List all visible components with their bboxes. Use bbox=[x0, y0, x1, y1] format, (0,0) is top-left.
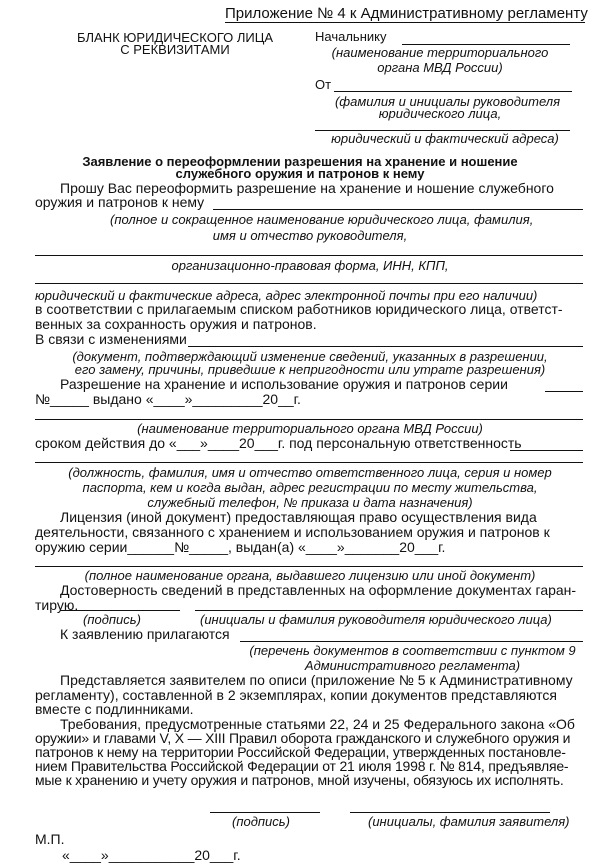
from-hint-2: юридического лица, bbox=[378, 106, 502, 121]
permit-line1: Разрешение на хранение и использование оружия и патронов серии bbox=[60, 376, 508, 392]
attach-label: К заявлению прилагаются bbox=[60, 626, 230, 642]
req-line2: оружии» и главами V, X — XIII Правил оборота гражданского и служебного оружия и bbox=[35, 730, 571, 746]
to-hint-2: органа МВД России) bbox=[377, 60, 503, 75]
permit-hint: (наименование территориального органа МВД России) bbox=[137, 421, 483, 436]
head-name-hint: (инициалы и фамилия руководителя юридического лица) bbox=[200, 612, 552, 627]
change-field-line[interactable] bbox=[188, 346, 583, 347]
title-line2: служебного оружия и патронов к нему bbox=[175, 166, 425, 181]
head-sign-hint: (подпись) bbox=[83, 612, 141, 627]
p1-line3: в соответствии с прилагаемым списком работников юридического лица, ответст- bbox=[35, 301, 563, 317]
req-line4: нием Правительства Российской Федерации от 21 июля 1998 г. № 814, предъявляе- bbox=[35, 758, 569, 774]
change-hint2: его замену, причины, приведшие к непригодности или утрате разрешения) bbox=[74, 362, 546, 377]
resp-hint2: паспорта, кем и когда выдан, адрес регистрации по месту жительства, bbox=[82, 480, 538, 495]
head-name-line[interactable] bbox=[195, 610, 583, 611]
resp-field-line[interactable] bbox=[35, 462, 583, 463]
p1-field-line-3[interactable] bbox=[35, 283, 583, 284]
to-label: Начальнику bbox=[315, 29, 387, 44]
from-hint-3: юридический и фактический адреса) bbox=[331, 131, 559, 146]
cert-line2: тирую. bbox=[35, 597, 79, 613]
validity-line: сроком действия до «___»____20___г. под персональную ответственность bbox=[35, 435, 522, 451]
p1-hint1: (полное и сокращенное наименование юридического лица, фамилия, bbox=[110, 212, 534, 227]
resp-hint1: (должность, фамилия, имя и отчество ответственного лица, серия и номер bbox=[68, 465, 552, 480]
change-hint1: (документ, подтверждающий изменение сведений, указанных в разрешении, bbox=[72, 349, 548, 364]
req-line5: мые к хранению и учету оружия и патронов, мной изучены, обязуюсь их исполнять. bbox=[35, 772, 564, 788]
attach-hint1: (перечень документов в соответствии с пунктом 9 bbox=[249, 643, 576, 658]
validity-field-line[interactable] bbox=[510, 450, 583, 451]
lic-line2: деятельности, связанного с хранением и использованием оружия и патронов к bbox=[35, 524, 550, 540]
applicant-name-hint: (инициалы, фамилия заявителя) bbox=[368, 814, 570, 829]
lic-line1: Лицензия (иной документ) предоставляющая право осуществления вида bbox=[60, 509, 537, 525]
req-line1: Требования, предусмотренные статьями 22, 24 и 25 Федерального закона «Об bbox=[60, 716, 575, 732]
permit-issuer-line[interactable] bbox=[35, 419, 583, 420]
head-sign-line[interactable] bbox=[60, 610, 180, 611]
cert-line1: Достоверность сведений в представленных на оформление документах гаран- bbox=[60, 582, 577, 598]
p1-hint3: организационно-правовая форма, ИНН, КПП, bbox=[171, 258, 449, 273]
p1-line2: оружия и патронов к нему bbox=[35, 194, 205, 210]
p1-hint2: имя и отчество руководителя, bbox=[212, 228, 408, 243]
applicant-name-line[interactable] bbox=[350, 812, 550, 813]
permit-line2: №_____ выдано «____»_________20__г. bbox=[35, 391, 301, 407]
appendix-header: Приложение № 4 к Административному регламенту bbox=[225, 5, 588, 22]
p1-line1: Прошу Вас переоформить разрешение на хранение и ношение служебного bbox=[60, 180, 554, 196]
inv-line3: вместе с подлинниками. bbox=[35, 701, 194, 717]
lic-line3: оружию серии______№_____, выдан(а) «____»_______20___г. bbox=[35, 539, 446, 555]
applicant-sign-line[interactable] bbox=[210, 812, 320, 813]
p1-line4: венных за сохранность оружия и патронов. bbox=[35, 316, 317, 332]
date-line: «____»___________20___г. bbox=[62, 847, 241, 863]
req-line3: патронов к нему на территории Российской Федерации, утвержденных постановле- bbox=[35, 744, 566, 760]
title-line1: Заявление о переоформлении разрешения на хранение и ношение bbox=[82, 154, 518, 169]
from-hint-1: (фамилия и инициалы руководителя bbox=[334, 94, 561, 109]
permit-series-line[interactable] bbox=[545, 391, 583, 392]
header-underline bbox=[225, 22, 585, 23]
from-label: От bbox=[315, 77, 332, 92]
letterhead-line2: С РЕКВИЗИТАМИ bbox=[120, 42, 230, 57]
lic-hint: (полное наименование органа, выдавшего лицензию или иной документ) bbox=[84, 568, 536, 583]
p1-field-line-2[interactable] bbox=[35, 255, 583, 256]
p1-hint4: юридический и фактические адреса, адрес электронной почты при его наличии) bbox=[35, 288, 538, 303]
change-label: В связи с изменениями bbox=[35, 331, 187, 347]
p1-field-line[interactable] bbox=[213, 209, 583, 210]
resp-hint3: служебный телефон, № приказа и дата назначения) bbox=[147, 495, 473, 510]
inv-line1: Представляется заявителем по описи (приложение № 5 к Административному bbox=[60, 672, 573, 688]
attach-hint2: Административного регламента) bbox=[304, 658, 521, 673]
inv-line2: регламенту), составленной в 2 экземплярах, копии документов представляются bbox=[35, 687, 557, 703]
from-field-line[interactable] bbox=[334, 91, 572, 92]
lic-issuer-line[interactable] bbox=[35, 566, 583, 567]
applicant-sign-hint: (подпись) bbox=[232, 814, 290, 829]
to-hint-1: (наименование территориального bbox=[331, 45, 549, 60]
stamp-placeholder: М.П. bbox=[35, 831, 65, 847]
attach-field-line[interactable] bbox=[240, 641, 583, 642]
letterhead-line1: БЛАНК ЮРИДИЧЕСКОГО ЛИЦА bbox=[76, 30, 274, 45]
